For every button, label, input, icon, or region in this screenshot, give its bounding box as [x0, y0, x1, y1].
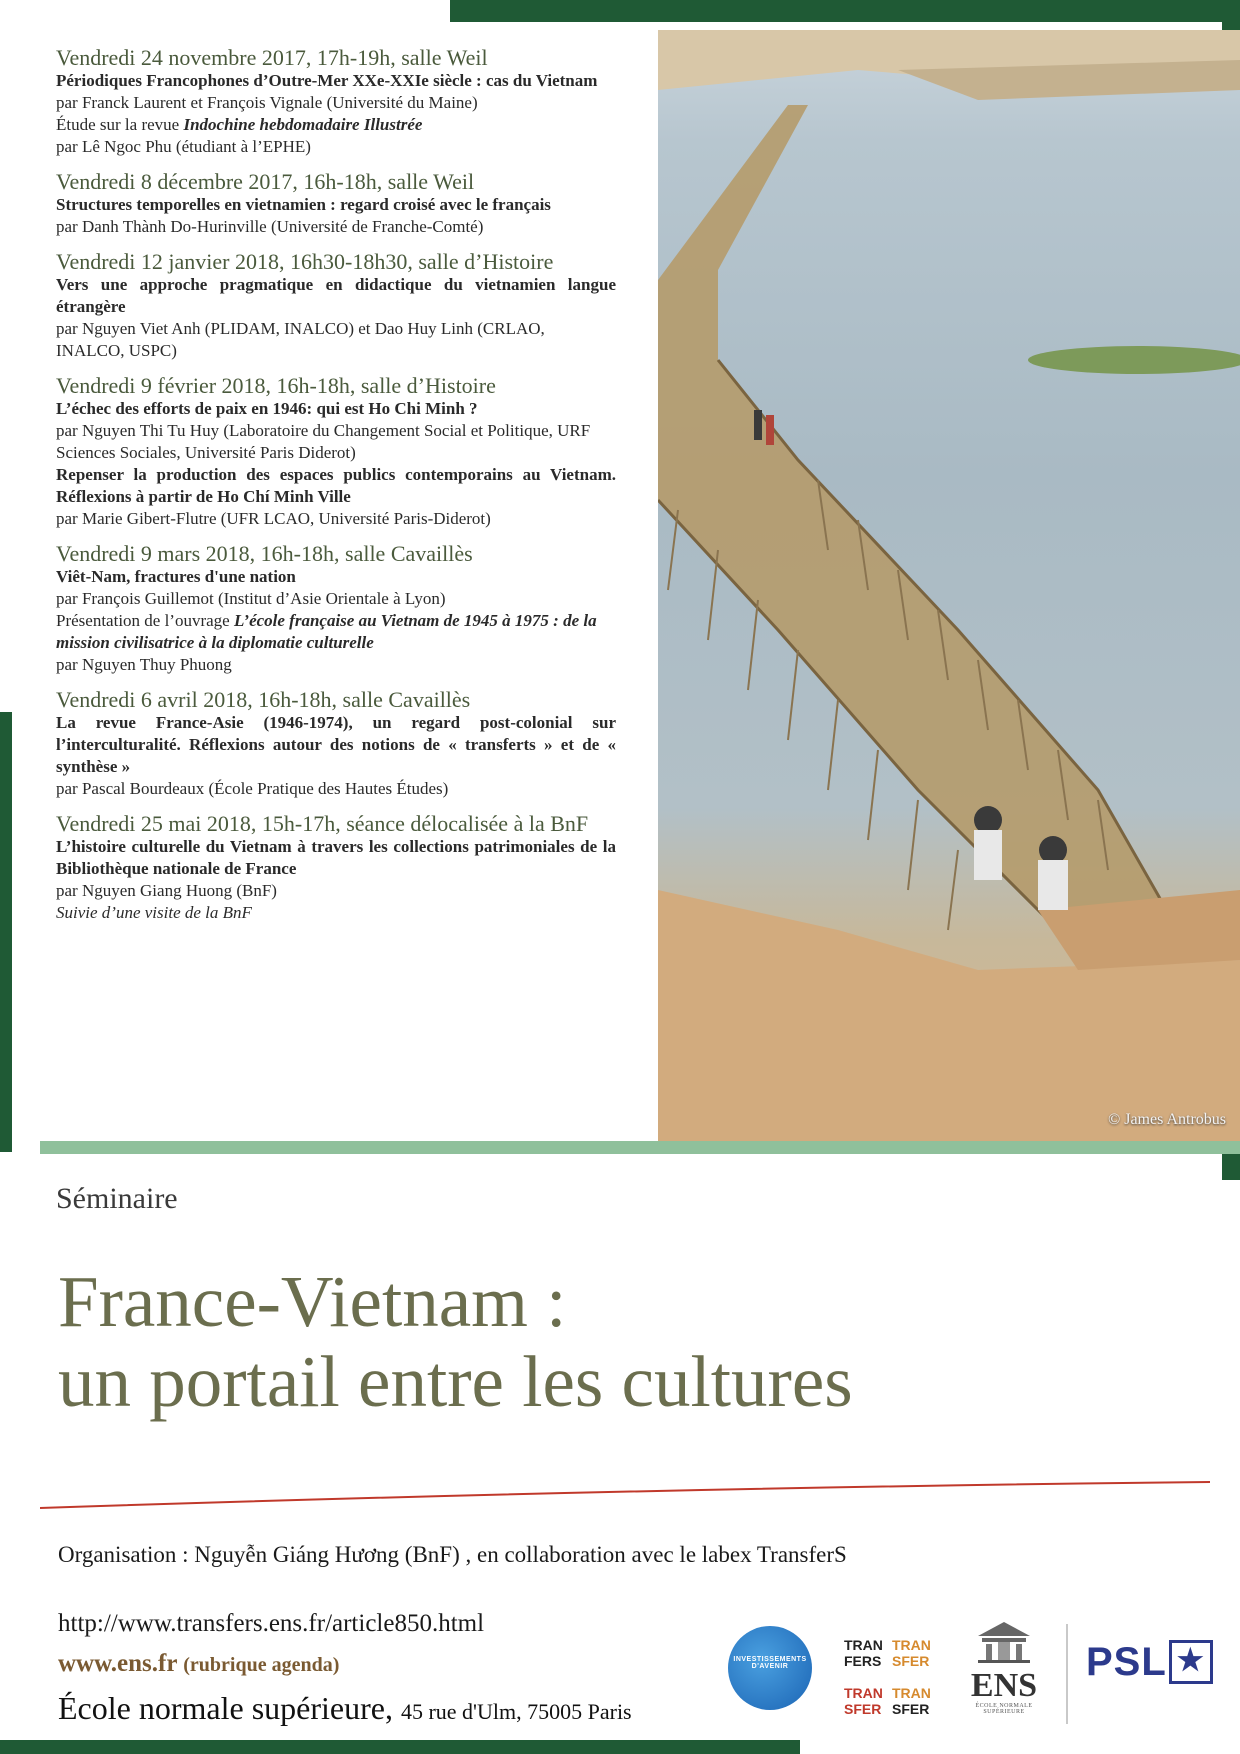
photo-credit: © James Antrobus: [1108, 1111, 1226, 1128]
session-date: Vendredi 12 janvier 2018, 16h30-18h30, salle d’Histoire: [56, 249, 554, 274]
session-1: [56, 46, 616, 158]
separator-band: [40, 1141, 1240, 1154]
talk-title: Vers une approche pragmatique en didactique du vietnamien langue étrangère: [56, 275, 616, 316]
speaker-line: par Nguyen Thuy Phuong: [56, 655, 232, 674]
session-5: [56, 542, 616, 676]
frame-bar-left: [0, 712, 12, 1152]
session-6: [56, 688, 616, 800]
session-2: [56, 170, 616, 238]
address-line: [58, 1690, 632, 1727]
speaker-line: par Nguyen Viet Anh (PLIDAM, INALCO) et Dao Huy Linh (CRLAO, INALCO, USPC): [56, 319, 545, 360]
investissements-avenir-logo: [728, 1626, 812, 1710]
ens-link-note: (rubrique agenda): [183, 1654, 340, 1676]
session-date: Vendredi 6 avril 2018, 16h-18h, salle Cavaillès: [56, 687, 471, 712]
session-date: Vendredi 25 mai 2018, 15h-17h, séance délocalisée à la BnF: [56, 811, 589, 836]
star-icon: ★: [1169, 1640, 1213, 1684]
seminar-schedule: [56, 46, 616, 936]
transfers-logo: [840, 1628, 938, 1726]
session-date: Vendredi 24 novembre 2017, 17h-19h, salle Weil: [56, 45, 488, 70]
transfers-link[interactable]: http://www.transfers.ens.fr/article850.html: [58, 1610, 485, 1637]
speaker-line: par Franck Laurent et François Vignale (Université du Maine): [56, 93, 478, 112]
speaker-line: par Nguyen Thi Tu Huy (Laboratoire du Changement Social et Politique, URF Sciences Sociales, Université Paris Diderot): [56, 421, 591, 462]
speaker-line: par Lê Ngoc Phu (étudiant à l’EPHE): [56, 137, 311, 156]
session-3: [56, 250, 616, 362]
frame-bar-bottom: [0, 1740, 800, 1754]
visit-note: Suivie d’une visite de la BnF: [56, 903, 252, 922]
session-date: Vendredi 9 mars 2018, 16h-18h, salle Cavaillès: [56, 541, 473, 566]
ens-link-line: [58, 1650, 339, 1678]
talk-title: Repenser la production des espaces publics contemporains au Vietnam. Réflexions à partir de Ho Chí Minh Ville: [56, 465, 616, 506]
svg-text:TRAN: TRAN: [844, 1685, 883, 1701]
talk-line: [56, 610, 616, 654]
title-line-1: France-Vietnam :: [58, 1261, 567, 1342]
publication-title: Indochine hebdomadaire Illustrée: [183, 115, 423, 134]
session-7: [56, 812, 616, 924]
talk-title: L’échec des efforts de paix en 1946: qui est Ho Chi Minh ?: [56, 399, 478, 418]
speaker-line: par Pascal Bourdeaux (École Pratique des Hautes Études): [56, 779, 449, 798]
psl-logo-text: PSL: [1086, 1640, 1167, 1684]
session-date: Vendredi 8 décembre 2017, 16h-18h, salle Weil: [56, 169, 475, 194]
ens-logo: [966, 1620, 1042, 1715]
red-divider-line: [40, 1478, 1210, 1518]
talk-title: Périodiques Francophones d’Outre-Mer XXe-XXIe siècle : cas du Vietnam: [56, 71, 598, 90]
svg-text:TRAN: TRAN: [892, 1637, 931, 1653]
svg-text:SFER: SFER: [892, 1653, 930, 1669]
frame-bar-top: [450, 0, 1240, 22]
talk-title: Structures temporelles en vietnamien : regard croisé avec le français: [56, 195, 551, 214]
page-title: [58, 1262, 1208, 1422]
title-line-2: un portail entre les cultures: [58, 1341, 853, 1422]
ens-link[interactable]: www.ens.fr: [58, 1650, 177, 1677]
talk-line-prefix: Présentation de l’ouvrage: [56, 611, 234, 630]
organisation-line: Organisation : Nguyễn Giáng Hương (BnF) , en collaboration avec le labex TransferS: [58, 1542, 847, 1567]
investissements-logo-text: INVESTISSEMENTS D'AVENIR: [733, 1656, 807, 1670]
logo-separator: [1066, 1624, 1068, 1724]
svg-text:SFER: SFER: [844, 1701, 882, 1717]
speaker-line: par Danh Thành Do-Hurinville (Université de Franche-Comté): [56, 217, 484, 236]
svg-text:TRAN: TRAN: [892, 1685, 931, 1701]
ens-building-icon: [974, 1620, 1034, 1664]
speaker-line: par François Guillemot (Institut d’Asie Orientale à Lyon): [56, 589, 446, 608]
institution-name: École normale supérieure,: [58, 1690, 393, 1726]
svg-text:SFER: SFER: [892, 1701, 930, 1717]
session-date: Vendredi 9 février 2018, 16h-18h, salle d’Histoire: [56, 373, 496, 398]
ens-logo-subtitle: ÉCOLE NORMALE SUPÉRIEURE: [975, 1703, 1033, 1715]
seminaire-label: Séminaire: [56, 1182, 178, 1215]
session-4: [56, 374, 616, 530]
street-address: 45 rue d'Ulm, 75005 Paris: [400, 1699, 632, 1724]
talk-line-prefix: Étude sur la revue: [56, 115, 184, 134]
talk-title: Viêt-Nam, fractures d'une nation: [56, 567, 296, 586]
bridge-illustration: [658, 30, 1240, 1141]
svg-text:TRAN: TRAN: [844, 1637, 883, 1653]
talk-title: L’histoire culturelle du Vietnam à travers les collections patrimoniales de la Bibliothèque nationale de France: [56, 837, 616, 878]
ens-logo-text: ENS: [970, 1667, 1038, 1704]
speaker-line: par Nguyen Giang Huong (BnF): [56, 881, 277, 900]
book-title: L’école française au Vietnam de 1945 à 1975 : de la mission civilisatrice à la diplomatie culturelle: [56, 611, 597, 652]
psl-logo: [1086, 1640, 1213, 1685]
talk-title: La revue France-Asie (1946-1974), un regard post-colonial sur l’interculturalité. Réflexions autour des notions de « transferts » et de « synthèse »: [56, 713, 616, 776]
speaker-line: par Marie Gibert-Flutre (UFR LCAO, Université Paris-Diderot): [56, 509, 491, 528]
svg-text:FERS: FERS: [844, 1653, 882, 1669]
talk-line: [56, 114, 616, 136]
bamboo-bridge-photo: [658, 30, 1240, 1141]
